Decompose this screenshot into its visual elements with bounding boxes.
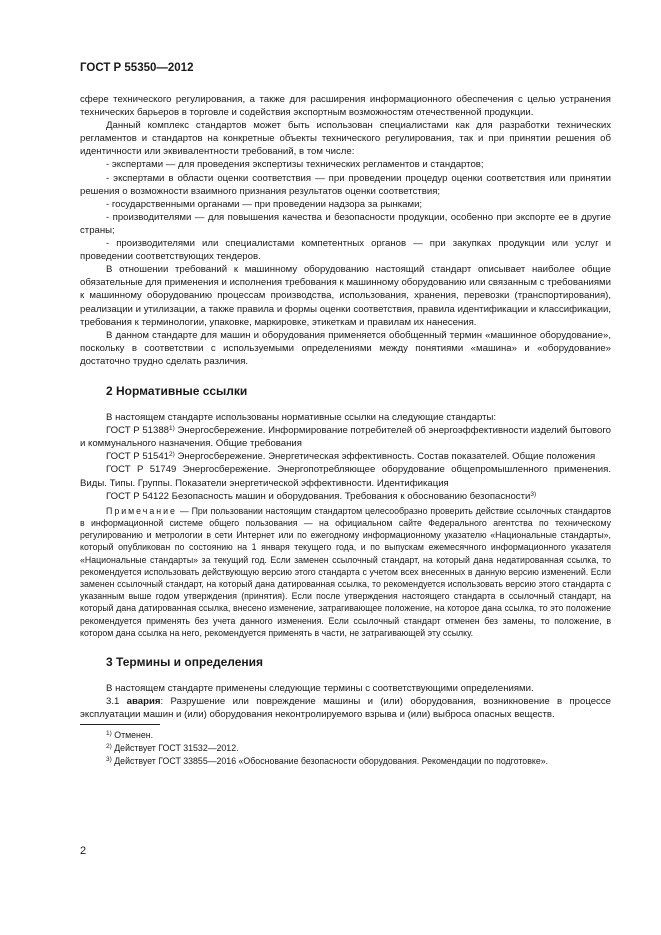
intro-bullet: - экспертами в области оценки соответствия — при проведении процедур оценки соответствия или принятии решения о возможности взаимного признания результатов оценки соответствия;	[80, 172, 611, 197]
intro-bullet: - производителями — для повышения качества и безопасности продукции, особенно при экспорте ее в другие страны;	[80, 211, 611, 236]
term-definition	[80, 695, 611, 721]
footnote-mark: 1)	[106, 730, 112, 738]
normative-reference	[80, 463, 611, 489]
page-number: 2	[80, 845, 87, 857]
footnote	[80, 729, 611, 742]
reference-number: ГОСТ Р 54122	[106, 490, 169, 502]
intro-paragraph-1: сфере технического регулирования, а также для расширения информационного обеспечения с целью устранения технических барьеров в торговле и содействия экспортным возможностям отечественной продукции.	[80, 94, 611, 119]
footnote	[80, 755, 611, 768]
term-name: авария	[126, 696, 161, 708]
footnote	[80, 742, 611, 755]
reference-title: Энергосбережение. Энергопотребляющее оборудование общепромышленного применения. Виды. Типы. Группы. Показатели энергетической эффективности. Идентификация	[80, 464, 611, 489]
reference-title: Безопасность машин и оборудования. Требования к обоснованию безопасности	[169, 490, 531, 502]
reference-title: Энергосбережение. Энергетическая эффективность. Состав показателей. Общие положения	[174, 451, 596, 463]
page-content	[80, 93, 611, 768]
note-text: — При пользовании настоящим стандартом целесообразно проверить действие ссылочных стандартов в информационной системе общего пользования — на официальном сайте Федерального агентства по техническому регулированию и метрологии в сети Интернет или по ежегодному информационному указателю «Национальные стандарты», который опубликован по состоянию на 1 января текущего года, и по выпускам ежемесячного информационного указателя «Национальные стандарты» за текущий год. Если заменен ссылочный стандарт, на который дана недатированная ссылка, то рекомендуется использовать действующую версию этого стандарта с учетом всех внесенных в данную версию изменений. Если заменен ссылочный стандарт, на который дана датированная ссылка, то рекомендуется использовать версию этого стандарта с указанным выше годом утверждения (принятия). Если после утверждения настоящего стандарта в ссылочный стандарт, на который дана датированная ссылка, внесено изменение, затрагивающее положение, на которое дана ссылка, то это положение рекомендуется применять без учета данного изменения. Если ссылочный стандарт отменен без замены, то положение, в котором дана ссылка на него, рекомендуется применять в части, не затрагивающей эту ссылку.	[80, 505, 611, 638]
footnote-mark: 1)	[169, 425, 175, 433]
reference-number: ГОСТ Р 51541	[106, 451, 169, 463]
footnote-text: Действует ГОСТ 33855—2016 «Обоснование безопасности оборудования. Рекомендации по подготовке».	[111, 756, 549, 767]
note-label: Примечание	[106, 505, 177, 516]
section-2-heading: 2 Нормативные ссылки	[106, 383, 248, 398]
document-header: ГОСТ Р 55350—2012	[80, 62, 194, 74]
intro-bullet: - экспертами — для проведения экспертизы технических регламентов и стандартов;	[106, 159, 484, 171]
section-3-heading: 3 Термины и определения	[106, 654, 264, 669]
intro-paragraph-2: Данный комплекс стандартов может быть использован специалистами как для разработки технических регламентов и стандартов на конкретные объекты технического регулирования, так и при принятии решения об идентичности или эквивалентности требований, в том числе:	[80, 120, 611, 158]
intro-paragraph-4: В данном стандарте для машин и оборудования применяется обобщенный термин «машинное оборудование», поскольку в соответствии с используемыми определениями между понятиями «машина» и «оборудование» достаточно трудно сделать различия.	[80, 329, 611, 367]
footnote-separator	[80, 724, 160, 725]
footnote-text: Отменен.	[111, 730, 154, 741]
term-text: : Разрушение или повреждение машины и (или) оборудования, возникновение в процессе эксплуатации машин и (или) оборудования неконтролируемого взрыва и (или) выброса опасных веществ.	[80, 696, 611, 721]
normative-reference	[80, 424, 611, 450]
intro-bullet: - государственными органами — при проведении надзора за рынками;	[106, 198, 423, 210]
term-number: 3.1	[106, 696, 127, 708]
reference-number: ГОСТ Р 51388	[106, 425, 170, 437]
section-2-lead: В настоящем стандарте использованы нормативные ссылки на следующие стандарты:	[106, 412, 497, 424]
intro-bullet: - производителями или специалистами компетентных органов — при закупках продукции или услуг и проведении соответствующих тендеров.	[80, 238, 611, 263]
section-3-lead: В настоящем стандарте применены следующие термины с соответствующими определениями.	[106, 683, 534, 695]
footnote-mark: 3)	[530, 490, 537, 498]
normative-note	[80, 505, 611, 639]
footnote-text: Действует ГОСТ 31532—2012.	[111, 743, 239, 754]
footnote-mark: 3)	[106, 756, 112, 764]
footnote-mark: 2)	[106, 743, 112, 751]
normative-reference	[80, 490, 611, 503]
footnote-mark: 2)	[169, 451, 175, 459]
normative-reference	[80, 450, 611, 463]
reference-number: ГОСТ Р 51749	[106, 464, 177, 476]
reference-title: Энергосбережение. Информирование потребителей об энергоэффективности изделий бытового и коммунального назначения. Общие требования	[80, 425, 612, 450]
intro-paragraph-3: В отношении требований к машинному оборудованию настоящий стандарт описывает наиболее общие обязательные для применения и исполнения требования к машинному оборудованию или связанным с требованиями к машинному оборудованию процессам производства, использования, хранения, перевозки (транспортирования), реализации и утилизации, а также правила и формы оценки соответствия, правила идентификации и классификации, требования к терминологии, упаковке, маркировке, этикеткам и правилам их нанесения.	[80, 264, 611, 328]
